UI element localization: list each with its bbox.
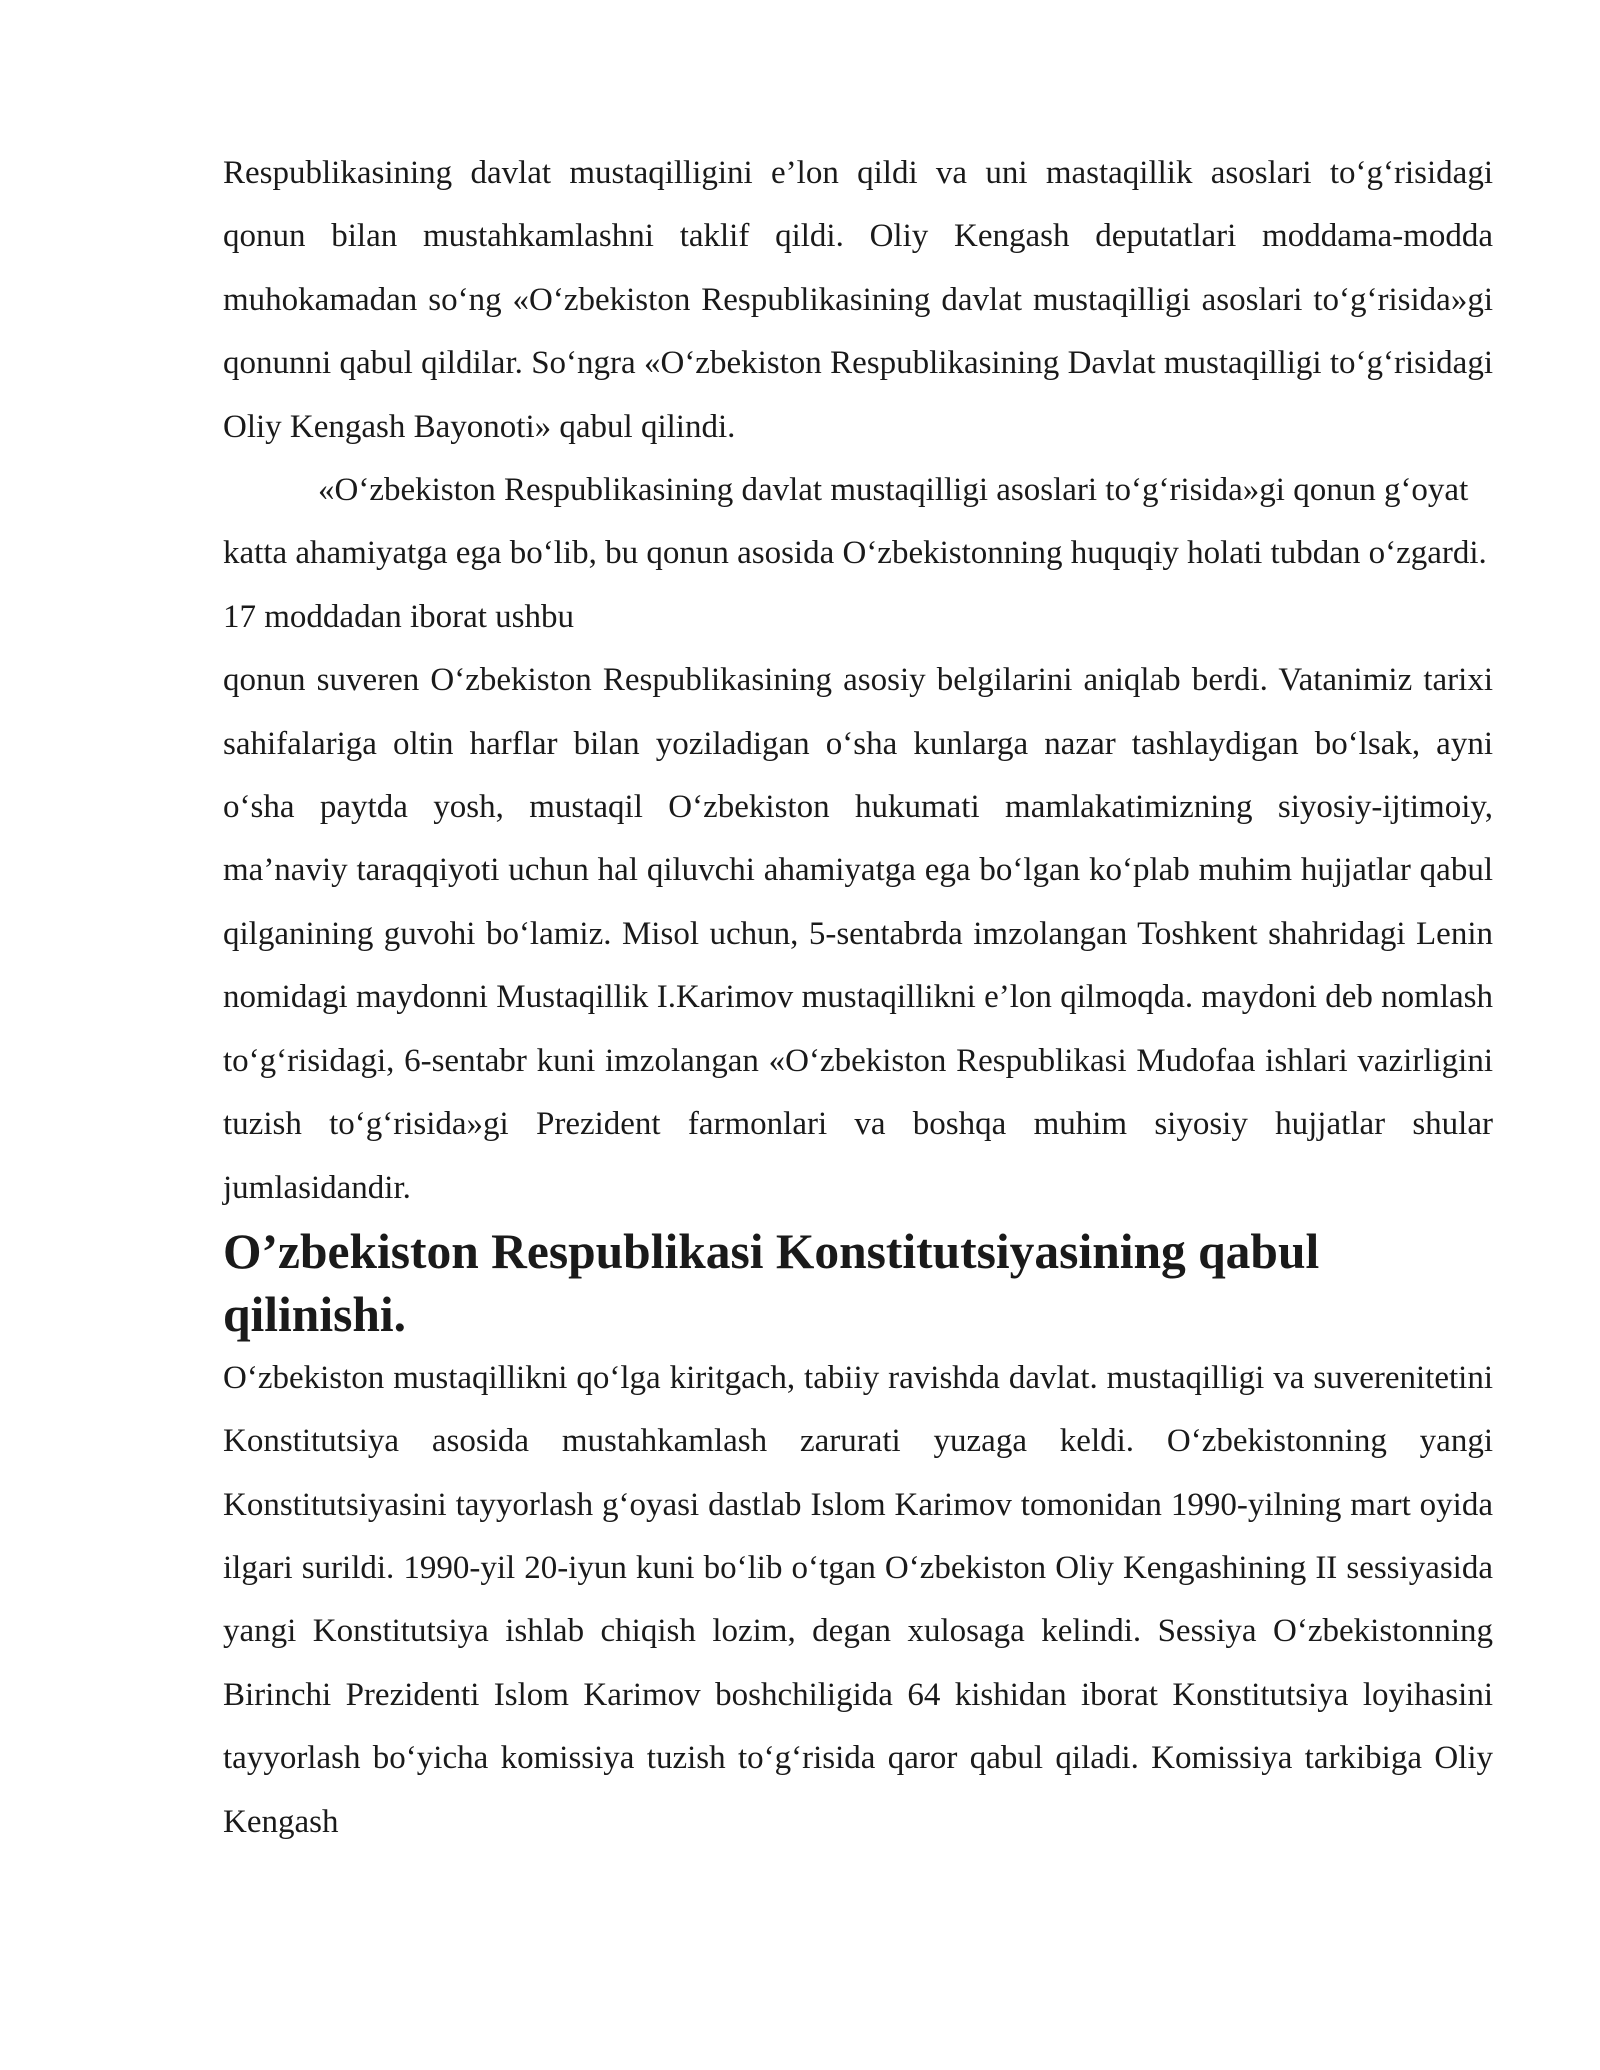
document-page [223, 142, 1493, 1854]
paragraph-4: O‘zbekiston mustaqillikni qo‘lga kiritgach, tabiiy ravishda davlat. mustaqilligi va suverenitetini Konstitutsiya asosida mustahkamlash zarurati yuzaga keldi. O‘zbekistonning yangi Konstitutsiyasini tayyorlash g‘oyasi dastlab Islom Karimov tomonidan 1990-yilning mart oyida ilgari surildi. 1990-yil 20-iyun kuni bo‘lib o‘tgan O‘zbekiston Oliy Kengashining II sessiyasida yangi Konstitutsiya ishlab chiqish lozim, degan xulosaga kelindi. Sessiya O‘zbekistonning Birinchi Prezidenti Islom Karimov boshchiligida 64 kishidan iborat Konstitutsiya loyihasini tayyorlash bo‘yicha komissiya tuzish to‘g‘risida qaror qabul qiladi. Komissiya tarkibiga Oliy Kengash [223, 1359, 1493, 1840]
paragraph-2: «O‘zbekiston Respublikasining davlat mustaqilligi asoslari to‘g‘risida»gi qonun g‘oyat katta ahamiyatga ega bo‘lib, bu qonun asosida O‘zbekistonning huquqiy holati tubdan o‘zgardi. 17 moddadan iborat ushbu [223, 472, 1487, 635]
paragraph-3: qonun suveren O‘zbekiston Respublikasining asosiy belgilarini aniqlab berdi. Vatanimiz tarixi sahifalariga oltin harflar bilan yoziladigan o‘sha kunlarga nazar tashlaydigan bo‘lsak, ayni o‘sha paytda yosh, mustaqil O‘zbekiston hukumati mamlakatimizning siyosiy-ijtimoiy, ma’naviy taraqqiyoti uchun hal qiluvchi ahamiyatga ega bo‘lgan ko‘plab muhim hujjatlar qabul qilganining guvohi bo‘lamiz. Misol uchun, 5-sentabrda imzolangan Toshkent shahridagi Lenin nomidagi maydonni Mustaqillik I.Karimov mustaqillikni e’lon qilmoqda. maydoni deb nomlash to‘g‘risidagi, 6-sentabr kuni imzolangan «O‘zbekiston Respublikasi Mudofaa ishlari vazirligini tuzish to‘g‘risida»gi Prezident farmonlari va boshqa muhim siyosiy hujjatlar shular jumlasidandir. [223, 662, 1493, 1206]
paragraph-1: Respublikasining davlat mustaqilligini e’lon qildi va uni mastaqillik asoslari to‘g‘risidagi qonun bilan mustahkamlashni taklif qildi. Oliy Kengash deputatlari moddama-modda muhokamadan so‘ng «O‘zbekiston Respublikasining davlat mustaqilligi asoslari to‘g‘risida»gi qonunni qabul qildilar. So‘ngra «O‘zbekiston Respublikasining Davlat mustaqilligi to‘g‘risidagi Oliy Kengash Bayonoti» qabul qilindi. [223, 155, 1493, 445]
section-heading: O’zbekiston Respublikasi Konstitutsiyasining qabul qilinishi. [223, 1223, 1320, 1343]
